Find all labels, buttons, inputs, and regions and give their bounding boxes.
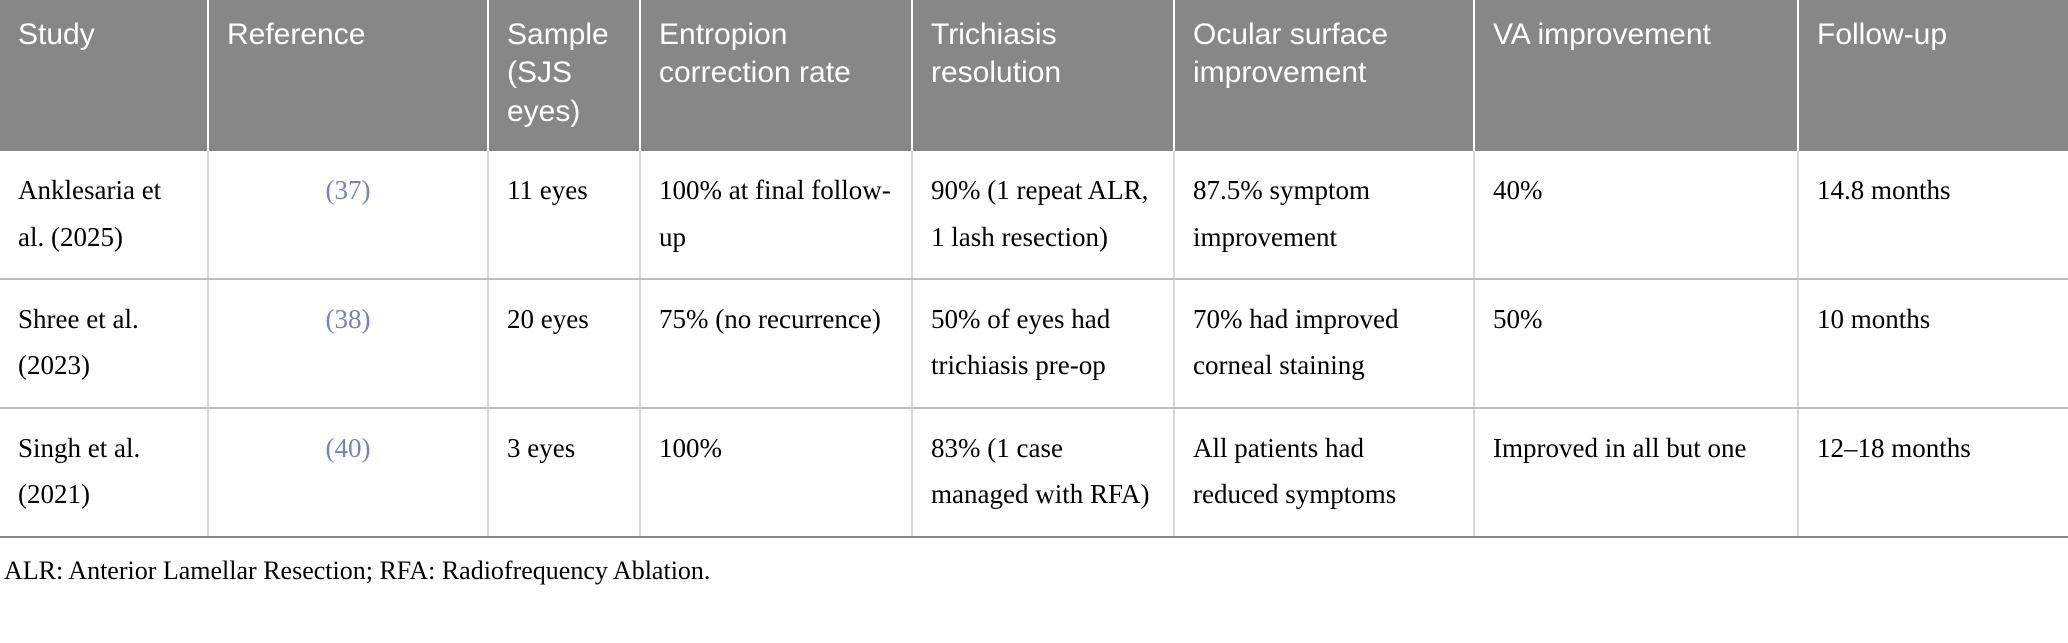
reference-link[interactable]: (37) — [325, 175, 371, 206]
cell-study: Shree et al. (2023) — [0, 279, 208, 408]
column-header-reference: Reference — [208, 0, 488, 151]
table-footnote: ALR: Anterior Lamellar Resection; RFA: Radiofrequency Ablation. — [4, 555, 711, 585]
table-header — [0, 0, 2068, 151]
column-header-ocular-surface-improvement: Ocular surface improvement — [1174, 0, 1474, 151]
cell-reference[interactable] — [208, 151, 488, 279]
column-header-va-improvement: VA improvement — [1474, 0, 1798, 151]
cell-sample: 11 eyes — [488, 151, 640, 279]
cell-trichiasis: 90% (1 repeat ALR, 1 lash resection) — [912, 151, 1174, 279]
reference-link[interactable]: (40) — [325, 432, 371, 463]
cell-va: 40% — [1474, 151, 1798, 279]
table-row — [0, 151, 2068, 279]
cell-trichiasis: 50% of eyes had trichiasis pre-op — [912, 279, 1174, 408]
cell-va: 50% — [1474, 279, 1798, 408]
cell-ocular: All patients had reduced symptoms — [1174, 408, 1474, 537]
column-header-trichiasis-resolution: Trichiasis resolution — [912, 0, 1174, 151]
cell-entropion: 75% (no recurrence) — [640, 279, 912, 408]
cell-followup: 10 months — [1798, 279, 2068, 408]
cell-entropion: 100% — [640, 408, 912, 537]
cell-study: Singh et al. (2021) — [0, 408, 208, 537]
cell-ocular: 70% had improved corneal staining — [1174, 279, 1474, 408]
cell-sample: 3 eyes — [488, 408, 640, 537]
column-header-sample: Sample (SJS eyes) — [488, 0, 640, 151]
cell-trichiasis: 83% (1 case managed with RFA) — [912, 408, 1174, 537]
cell-va: Improved in all but one — [1474, 408, 1798, 537]
cell-followup: 14.8 months — [1798, 151, 2068, 279]
cell-reference[interactable] — [208, 279, 488, 408]
cell-entropion: 100% at final follow-up — [640, 151, 912, 279]
table-body — [0, 151, 2068, 537]
column-header-entropion-correction-rate: Entropion correction rate — [640, 0, 912, 151]
cell-ocular: 87.5% symptom improvement — [1174, 151, 1474, 279]
cell-followup: 12–18 months — [1798, 408, 2068, 537]
table-row — [0, 279, 2068, 408]
cell-study: Anklesaria et al. (2025) — [0, 151, 208, 279]
table-row — [0, 408, 2068, 537]
reference-link[interactable]: (38) — [325, 304, 371, 335]
cell-reference[interactable] — [208, 408, 488, 537]
column-header-study: Study — [0, 0, 208, 151]
table-header-row — [0, 0, 2068, 151]
column-header-follow-up: Follow-up — [1798, 0, 2068, 151]
cell-sample: 20 eyes — [488, 279, 640, 408]
